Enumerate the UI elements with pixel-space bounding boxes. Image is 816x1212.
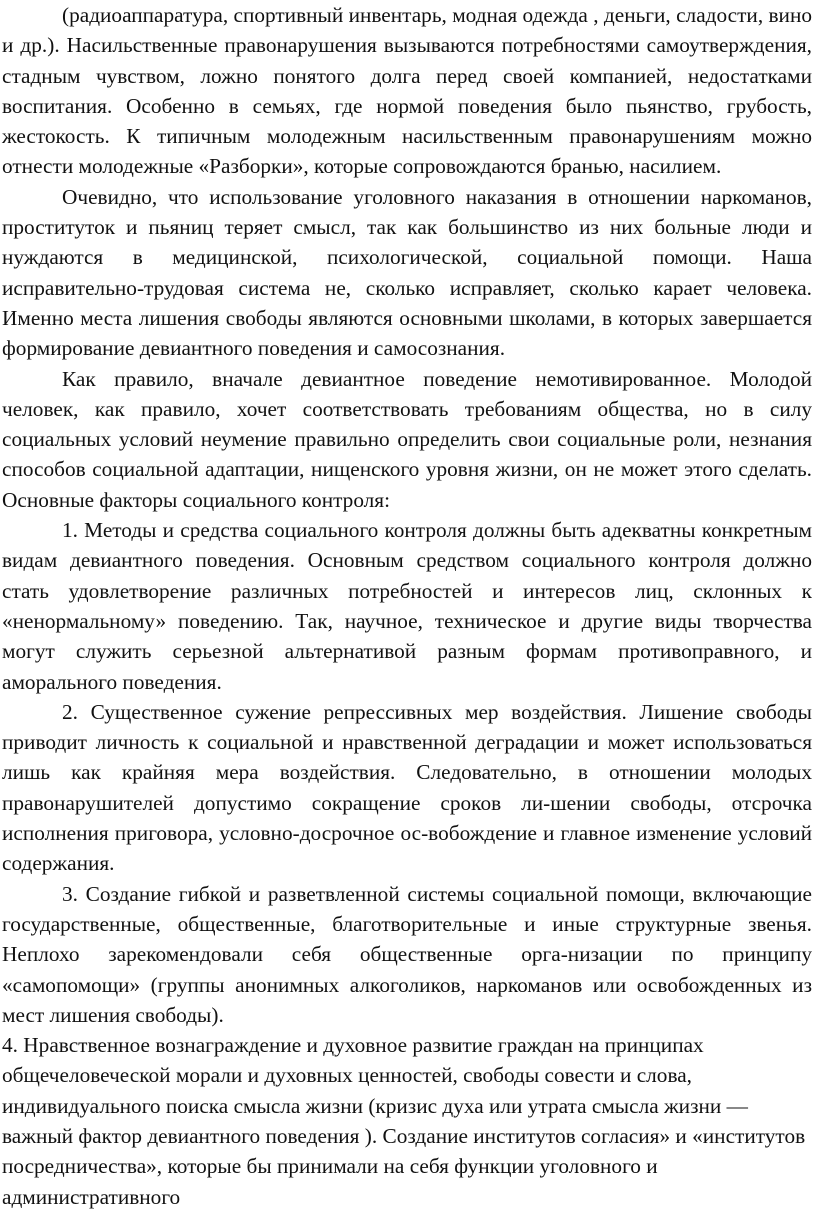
document-page — [2, 0, 812, 1212]
list-item-3: 3. Создание гибкой и разветвленной системы социальной помощи, включающие государственные, общественные, благотворительные и иные структурные звенья. Неплохо зарекомендовали себя общественные орга-низации по принципу «самопомощи» (группы анонимных алкоголиков, наркоманов или освобожденных из мест лишения свободы). — [2, 881, 812, 1027]
paragraph-3: Как правило, вначале девиантное поведение немотивированное. Молодой человек, как правило, хочет соответствовать требованиям общества, но в силу социальных условий неумение правильно определить свои социальные роли, незнания способов социальной адаптации, нищенского уровня жизни, он не может этого сделать. Основные факторы социального контроля: — [2, 366, 812, 512]
paragraph-2: Очевидно, что использование уголовного наказания в отношении наркоманов, проституток и пьяниц теряет смысл, так как большинство из них больные люди и нуждаются в медицинской, психологической, социальной помощи. Наша исправительно-трудовая система не, сколько исправляет, сколько карает человека. Именно места лишения свободы являются основными школами, в которых завершается формирование девиантного поведения и самосознания. — [2, 184, 812, 361]
list-item-4: 4. Нравственное вознаграждение и духовное развитие граждан на принципах общечеловеческой морали и духовных ценностей, свободы совести и слова, индивидуального поиска смысла жизни (кризис духа или утрата смысла жизни — важный фактор девиантного поведения ). Создание институтов согласия» и «институтов посредничества», которые бы принимали на себя функции уголовного и административного — [2, 1033, 806, 1209]
list-item-1: 1. Методы и средства социального контроля должны быть адекватны конкретным видам девиантного поведения. Основным средством социального контроля должно стать удовлетворение различных потребностей и интересов лиц, склонных к «ненормальному» поведению. Так, научное, техническое и другие виды творчества могут служить серьезной альтернативой разным формам противоправного, и аморального поведения. — [2, 518, 812, 694]
paragraph-1: (радиоаппаратура, спортивный инвентарь, модная одежда , деньги, сладости, вино и др.). Насильственные правонарушения вызываются потребностями самоутверждения, стадным чувством, ложно понятого долга перед своей компанией, недостатками воспитания. Особенно в семьях, где нормой поведения было пьянство, грубость, жестокость. К типичным молодежным насильственным правонарушениям можно отнести молодежные «Разборки», которые сопровождаются бранью, насилием. — [2, 3, 812, 179]
list-item-2: 2. Существенное сужение репрессивных мер воздействия. Лишение свободы приводит личность к социальной и нравственной деградации и может использоваться лишь как крайняя мера воздействия. Следовательно, в отношении молодых правонарушителей допустимо сокращение сроков ли-шении свободы, отсрочка исполнения приговора, условно-досрочное ос-вобождение и главное изменение условий содержания. — [2, 699, 812, 876]
